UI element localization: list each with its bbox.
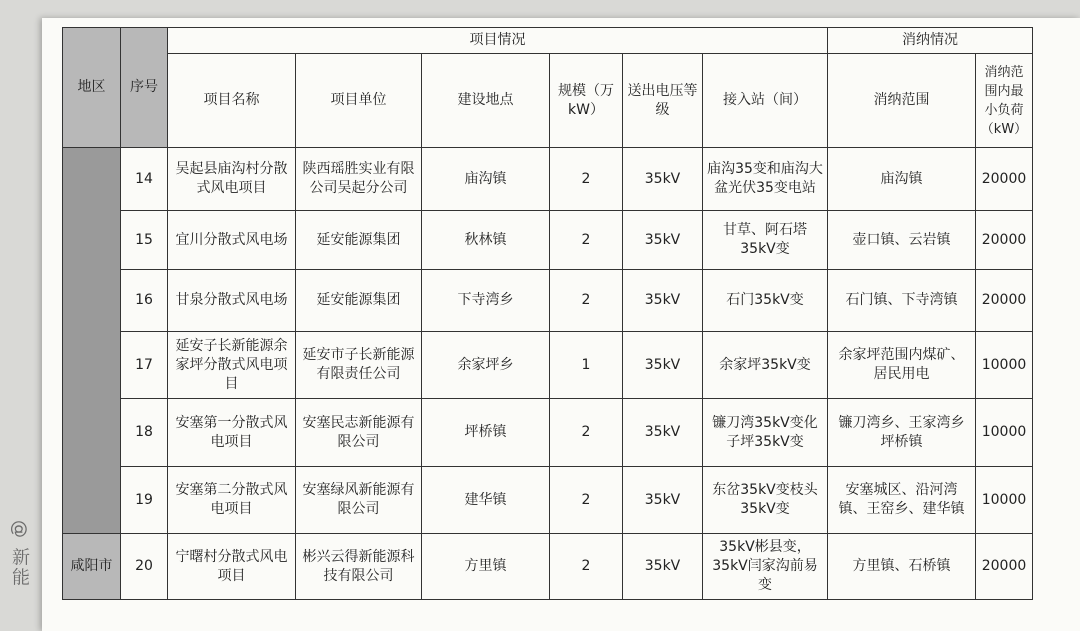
unit-cell: 延安能源集团 [296,211,422,270]
location-cell: 方里镇 [422,534,550,600]
watermark-text: @ 新能 [9,520,30,588]
table-row [63,332,1033,399]
table-row [63,211,1033,270]
range-cell: 安塞城区、沿河湾镇、王窑乡、建华镇 [828,467,976,534]
table-row [63,399,1033,467]
unit-cell: 延安市子长新能源有限责任公司 [296,332,422,399]
name-cell: 安塞第一分散式风电项目 [168,399,296,467]
table-row [63,534,1033,600]
scale-cell: 2 [550,211,623,270]
station-cell: 镰刀湾35kV变化子坪35kV变 [703,399,828,467]
unit-cell: 陕西瑶胜实业有限公司吴起分公司 [296,148,422,211]
header-location: 建设地点 [422,54,550,148]
table-row [63,148,1033,211]
scale-cell: 2 [550,399,623,467]
unit-cell: 安塞绿风新能源有限公司 [296,467,422,534]
index-cell: 14 [121,148,168,211]
station-cell: 余家坪35kV变 [703,332,828,399]
name-cell: 宜川分散式风电场 [168,211,296,270]
index-cell: 17 [121,332,168,399]
header-consumption-group: 消纳情况 [828,28,1033,54]
min-load-cell: 10000 [976,399,1033,467]
project-table [62,27,1033,600]
header-scale: 规模（万 kW） [550,54,623,148]
min-load-cell: 20000 [976,211,1033,270]
header-unit: 项目单位 [296,54,422,148]
unit-cell: 彬兴云得新能源科技有限公司 [296,534,422,600]
range-cell: 壶口镇、云岩镇 [828,211,976,270]
table-row [63,270,1033,332]
station-cell: 东岔35kV变枝头35kV变 [703,467,828,534]
header-station: 接入站（间） [703,54,828,148]
region-cell [63,148,121,534]
scale-cell: 2 [550,534,623,600]
name-cell: 甘泉分散式风电场 [168,270,296,332]
header-name: 项目名称 [168,54,296,148]
header-region: 地区 [63,28,121,148]
station-cell: 甘草、阿石塔35kV变 [703,211,828,270]
voltage-cell: 35kV [623,467,703,534]
station-cell: 庙沟35变和庙沟大盆光伏35变电站 [703,148,828,211]
index-cell: 19 [121,467,168,534]
header-range: 消纳范围 [828,54,976,148]
index-cell: 16 [121,270,168,332]
station-cell: 石门35kV变 [703,270,828,332]
location-cell: 余家坪乡 [422,332,550,399]
range-cell: 方里镇、石桥镇 [828,534,976,600]
min-load-cell: 20000 [976,148,1033,211]
name-cell: 延安子长新能源余家坪分散式风电项目 [168,332,296,399]
scale-cell: 2 [550,270,623,332]
region-cell: 咸阳市 [63,534,121,600]
range-cell: 镰刀湾乡、王家湾乡坪桥镇 [828,399,976,467]
voltage-cell: 35kV [623,148,703,211]
voltage-cell: 35kV [623,332,703,399]
name-cell: 宁曙村分散式风电项目 [168,534,296,600]
min-load-cell: 10000 [976,467,1033,534]
range-cell: 余家坪范围内煤矿、居民用电 [828,332,976,399]
range-cell: 石门镇、下寺湾镇 [828,270,976,332]
header-voltage: 送出电压等级 [623,54,703,148]
voltage-cell: 35kV [623,211,703,270]
min-load-cell: 20000 [976,270,1033,332]
voltage-cell: 35kV [623,399,703,467]
scale-cell: 2 [550,467,623,534]
index-cell: 20 [121,534,168,600]
location-cell: 下寺湾乡 [422,270,550,332]
scale-cell: 1 [550,332,623,399]
index-cell: 15 [121,211,168,270]
location-cell: 建华镇 [422,467,550,534]
location-cell: 秋林镇 [422,211,550,270]
scale-cell: 2 [550,148,623,211]
voltage-cell: 35kV [623,534,703,600]
name-cell: 安塞第二分散式风电项目 [168,467,296,534]
min-load-cell: 20000 [976,534,1033,600]
header-min-load: 消纳范围内最小负荷（kW） [976,54,1033,148]
unit-cell: 安塞民志新能源有限公司 [296,399,422,467]
unit-cell: 延安能源集团 [296,270,422,332]
table-row [63,467,1033,534]
min-load-cell: 10000 [976,332,1033,399]
station-cell: 35kV彬县变，35kV闫家沟前易变 [703,534,828,600]
voltage-cell: 35kV [623,270,703,332]
location-cell: 庙沟镇 [422,148,550,211]
location-cell: 坪桥镇 [422,399,550,467]
header-project-group: 项目情况 [168,28,828,54]
name-cell: 吴起县庙沟村分散式风电项目 [168,148,296,211]
header-index: 序号 [121,28,168,148]
index-cell: 18 [121,399,168,467]
range-cell: 庙沟镇 [828,148,976,211]
